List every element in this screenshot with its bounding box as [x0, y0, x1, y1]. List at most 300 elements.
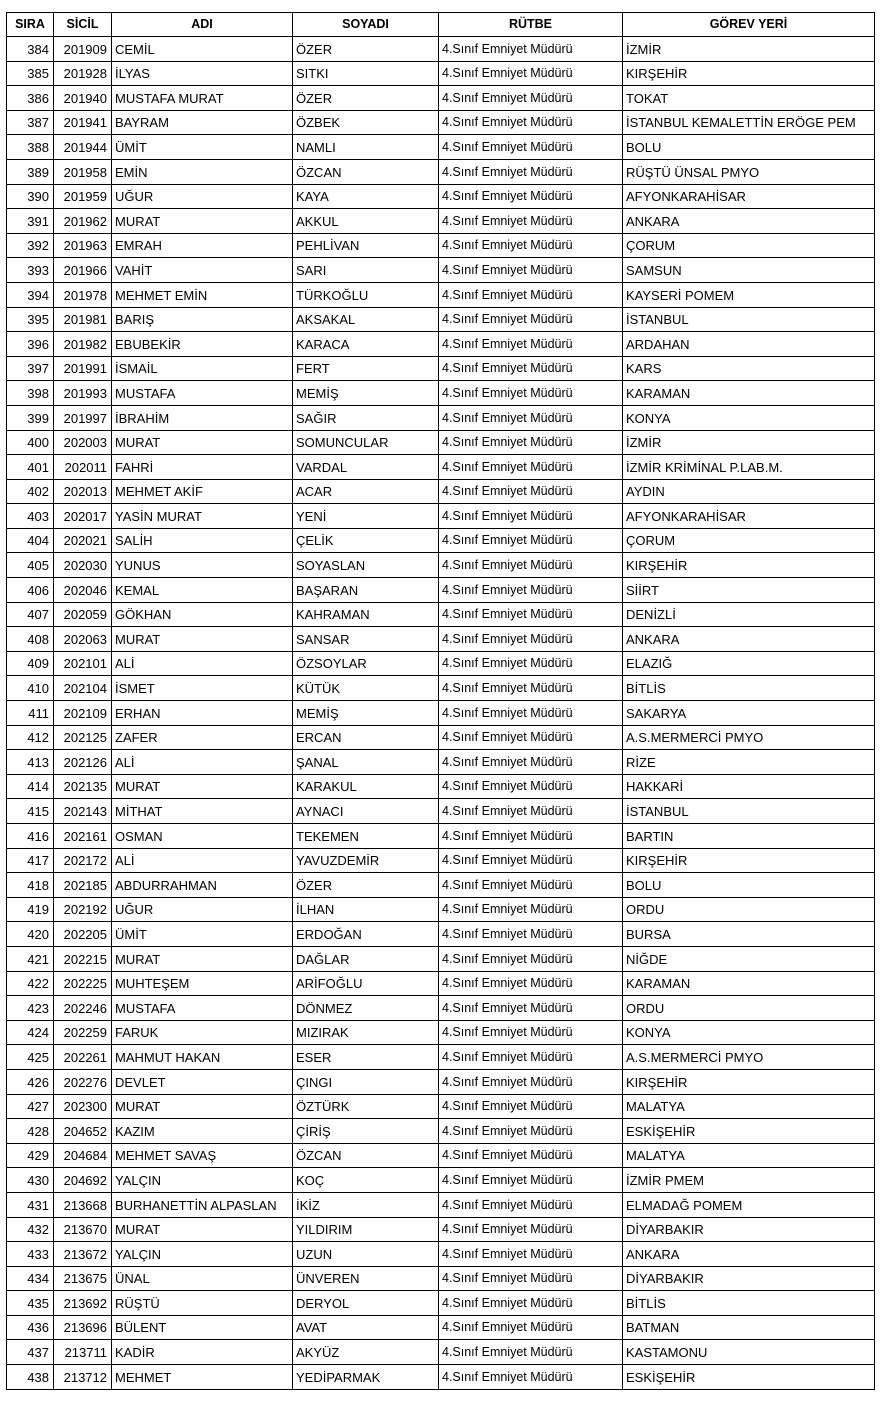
cell-soyadi: MIZIRAK: [293, 1020, 439, 1045]
cell-rutbe: 4.Sınıf Emniyet Müdürü: [439, 61, 623, 86]
cell-sira: 438: [7, 1365, 54, 1390]
cell-adi: MAHMUT HAKAN: [112, 1045, 293, 1070]
cell-sicil: 202300: [54, 1094, 112, 1119]
cell-sira: 387: [7, 110, 54, 135]
cell-adi: MEHMET: [112, 1365, 293, 1390]
cell-rutbe: 4.Sınıf Emniyet Müdürü: [439, 184, 623, 209]
cell-soyadi: ÇINGI: [293, 1069, 439, 1094]
cell-rutbe: 4.Sınıf Emniyet Müdürü: [439, 946, 623, 971]
cell-sira: 407: [7, 602, 54, 627]
cell-sira: 404: [7, 528, 54, 553]
table-row: [7, 1242, 875, 1267]
cell-soyadi: TÜRKOĞLU: [293, 282, 439, 307]
cell-sicil: 202030: [54, 553, 112, 578]
cell-sicil: 202246: [54, 996, 112, 1021]
cell-gorev-yeri: BARTIN: [623, 824, 875, 849]
cell-rutbe: 4.Sınıf Emniyet Müdürü: [439, 996, 623, 1021]
cell-sira: 427: [7, 1094, 54, 1119]
table-row: [7, 1119, 875, 1144]
cell-sira: 434: [7, 1266, 54, 1291]
cell-adi: İBRAHİM: [112, 405, 293, 430]
cell-sicil: 201958: [54, 159, 112, 184]
cell-soyadi: SANSAR: [293, 627, 439, 652]
cell-sira: 390: [7, 184, 54, 209]
cell-rutbe: 4.Sınıf Emniyet Müdürü: [439, 405, 623, 430]
cell-rutbe: 4.Sınıf Emniyet Müdürü: [439, 651, 623, 676]
table-row: [7, 159, 875, 184]
cell-soyadi: KÜTÜK: [293, 676, 439, 701]
cell-adi: MURAT: [112, 1094, 293, 1119]
table-row: [7, 946, 875, 971]
cell-sira: 431: [7, 1192, 54, 1217]
cell-rutbe: 4.Sınıf Emniyet Müdürü: [439, 848, 623, 873]
cell-rutbe: 4.Sınıf Emniyet Müdürü: [439, 1143, 623, 1168]
cell-soyadi: SITKI: [293, 61, 439, 86]
cell-rutbe: 4.Sınıf Emniyet Müdürü: [439, 1340, 623, 1365]
cell-gorev-yeri: MALATYA: [623, 1143, 875, 1168]
table-row: [7, 184, 875, 209]
cell-soyadi: DAĞLAR: [293, 946, 439, 971]
cell-rutbe: 4.Sınıf Emniyet Müdürü: [439, 553, 623, 578]
cell-adi: BÜLENT: [112, 1315, 293, 1340]
table-row: [7, 455, 875, 480]
cell-sicil: 201993: [54, 381, 112, 406]
table-row: [7, 528, 875, 553]
table-row: [7, 37, 875, 62]
cell-soyadi: ÖZCAN: [293, 159, 439, 184]
table-row: [7, 1266, 875, 1291]
cell-rutbe: 4.Sınıf Emniyet Müdürü: [439, 799, 623, 824]
cell-gorev-yeri: RİZE: [623, 750, 875, 775]
table-row: [7, 1168, 875, 1193]
table-row: [7, 922, 875, 947]
cell-adi: BURHANETTİN ALPASLAN: [112, 1192, 293, 1217]
cell-rutbe: 4.Sınıf Emniyet Müdürü: [439, 430, 623, 455]
table-row: [7, 110, 875, 135]
cell-rutbe: 4.Sınıf Emniyet Müdürü: [439, 602, 623, 627]
cell-soyadi: MEMİŞ: [293, 701, 439, 726]
cell-sicil: 202143: [54, 799, 112, 824]
cell-adi: YUNUS: [112, 553, 293, 578]
table-row: [7, 405, 875, 430]
cell-sira: 391: [7, 209, 54, 234]
cell-soyadi: ÖZER: [293, 86, 439, 111]
cell-sira: 399: [7, 405, 54, 430]
table-row: [7, 282, 875, 307]
cell-sicil: 201982: [54, 332, 112, 357]
cell-sicil: 201991: [54, 356, 112, 381]
cell-sicil: 201940: [54, 86, 112, 111]
header-soyadi: SOYADI: [293, 13, 439, 37]
cell-sira: 419: [7, 897, 54, 922]
cell-gorev-yeri: SAMSUN: [623, 258, 875, 283]
cell-adi: YALÇIN: [112, 1168, 293, 1193]
cell-gorev-yeri: KONYA: [623, 1020, 875, 1045]
cell-adi: ABDURRAHMAN: [112, 873, 293, 898]
cell-gorev-yeri: DİYARBAKIR: [623, 1266, 875, 1291]
cell-sira: 401: [7, 455, 54, 480]
cell-adi: KEMAL: [112, 578, 293, 603]
cell-gorev-yeri: İZMİR KRİMİNAL P.LAB.M.: [623, 455, 875, 480]
cell-sicil: 201978: [54, 282, 112, 307]
cell-gorev-yeri: DENİZLİ: [623, 602, 875, 627]
header-sicil: SİCİL: [54, 13, 112, 37]
cell-gorev-yeri: İZMİR: [623, 430, 875, 455]
cell-sira: 423: [7, 996, 54, 1021]
cell-rutbe: 4.Sınıf Emniyet Müdürü: [439, 381, 623, 406]
cell-gorev-yeri: KAYSERİ POMEM: [623, 282, 875, 307]
cell-sicil: 201981: [54, 307, 112, 332]
cell-soyadi: SAĞIR: [293, 405, 439, 430]
cell-sira: 421: [7, 946, 54, 971]
table-row: [7, 233, 875, 258]
cell-adi: ÜMİT: [112, 922, 293, 947]
cell-sicil: 202259: [54, 1020, 112, 1045]
cell-sira: 388: [7, 135, 54, 160]
cell-soyadi: ESER: [293, 1045, 439, 1070]
cell-soyadi: SOYASLAN: [293, 553, 439, 578]
table-body: [7, 37, 875, 1390]
cell-adi: MURAT: [112, 1217, 293, 1242]
cell-gorev-yeri: İZMİR: [623, 37, 875, 62]
cell-gorev-yeri: BİTLİS: [623, 676, 875, 701]
cell-gorev-yeri: KARAMAN: [623, 381, 875, 406]
cell-soyadi: KARACA: [293, 332, 439, 357]
cell-soyadi: ÇİRİŞ: [293, 1119, 439, 1144]
cell-gorev-yeri: ESKİŞEHİR: [623, 1119, 875, 1144]
table-row: [7, 1315, 875, 1340]
cell-gorev-yeri: AFYONKARAHİSAR: [623, 184, 875, 209]
cell-sira: 437: [7, 1340, 54, 1365]
table-row: [7, 774, 875, 799]
cell-gorev-yeri: ÇORUM: [623, 233, 875, 258]
cell-rutbe: 4.Sınıf Emniyet Müdürü: [439, 332, 623, 357]
cell-adi: VAHİT: [112, 258, 293, 283]
table-row: [7, 135, 875, 160]
cell-sira: 418: [7, 873, 54, 898]
header-rutbe: RÜTBE: [439, 13, 623, 37]
cell-soyadi: ÖZTÜRK: [293, 1094, 439, 1119]
cell-sira: 429: [7, 1143, 54, 1168]
cell-adi: MUSTAFA: [112, 996, 293, 1021]
cell-rutbe: 4.Sınıf Emniyet Müdürü: [439, 37, 623, 62]
cell-soyadi: FERT: [293, 356, 439, 381]
cell-sira: 430: [7, 1168, 54, 1193]
cell-sicil: 202135: [54, 774, 112, 799]
cell-soyadi: ARİFOĞLU: [293, 971, 439, 996]
cell-soyadi: ACAR: [293, 479, 439, 504]
cell-sicil: 202125: [54, 725, 112, 750]
cell-sicil: 201966: [54, 258, 112, 283]
cell-soyadi: YENİ: [293, 504, 439, 529]
cell-rutbe: 4.Sınıf Emniyet Müdürü: [439, 1315, 623, 1340]
table-row: [7, 209, 875, 234]
cell-rutbe: 4.Sınıf Emniyet Müdürü: [439, 971, 623, 996]
cell-soyadi: MEMİŞ: [293, 381, 439, 406]
cell-rutbe: 4.Sınıf Emniyet Müdürü: [439, 258, 623, 283]
cell-rutbe: 4.Sınıf Emniyet Müdürü: [439, 774, 623, 799]
cell-sicil: 202059: [54, 602, 112, 627]
table-row: [7, 1340, 875, 1365]
cell-soyadi: UZUN: [293, 1242, 439, 1267]
table-row: [7, 1143, 875, 1168]
cell-adi: SALİH: [112, 528, 293, 553]
cell-soyadi: ÖZER: [293, 873, 439, 898]
cell-gorev-yeri: ORDU: [623, 996, 875, 1021]
table-row: [7, 307, 875, 332]
cell-rutbe: 4.Sınıf Emniyet Müdürü: [439, 873, 623, 898]
table-row: [7, 356, 875, 381]
cell-soyadi: KAHRAMAN: [293, 602, 439, 627]
cell-rutbe: 4.Sınıf Emniyet Müdürü: [439, 1242, 623, 1267]
cell-sira: 408: [7, 627, 54, 652]
cell-gorev-yeri: KASTAMONU: [623, 1340, 875, 1365]
cell-adi: MURAT: [112, 946, 293, 971]
cell-gorev-yeri: BURSA: [623, 922, 875, 947]
cell-sira: 406: [7, 578, 54, 603]
cell-rutbe: 4.Sınıf Emniyet Müdürü: [439, 110, 623, 135]
cell-gorev-yeri: BOLU: [623, 873, 875, 898]
cell-sira: 413: [7, 750, 54, 775]
cell-adi: UĞUR: [112, 897, 293, 922]
cell-gorev-yeri: AYDIN: [623, 479, 875, 504]
cell-soyadi: ÇELİK: [293, 528, 439, 553]
cell-sira: 412: [7, 725, 54, 750]
table-row: [7, 332, 875, 357]
table-row: [7, 725, 875, 750]
cell-gorev-yeri: KIRŞEHİR: [623, 553, 875, 578]
cell-rutbe: 4.Sınıf Emniyet Müdürü: [439, 750, 623, 775]
cell-adi: ERHAN: [112, 701, 293, 726]
cell-gorev-yeri: KIRŞEHİR: [623, 848, 875, 873]
cell-sira: 414: [7, 774, 54, 799]
table-row: [7, 1069, 875, 1094]
cell-sicil: 202046: [54, 578, 112, 603]
cell-sicil: 204692: [54, 1168, 112, 1193]
cell-gorev-yeri: BİTLİS: [623, 1291, 875, 1316]
cell-sicil: 202013: [54, 479, 112, 504]
cell-gorev-yeri: SİİRT: [623, 578, 875, 603]
cell-sira: 428: [7, 1119, 54, 1144]
table-row: [7, 578, 875, 603]
cell-gorev-yeri: MALATYA: [623, 1094, 875, 1119]
cell-adi: BARIŞ: [112, 307, 293, 332]
table-row: [7, 1291, 875, 1316]
cell-rutbe: 4.Sınıf Emniyet Müdürü: [439, 627, 623, 652]
header-gorev-yeri: GÖREV YERİ: [623, 13, 875, 37]
cell-rutbe: 4.Sınıf Emniyet Müdürü: [439, 1069, 623, 1094]
cell-rutbe: 4.Sınıf Emniyet Müdürü: [439, 209, 623, 234]
cell-sicil: 202101: [54, 651, 112, 676]
header-adi: ADI: [112, 13, 293, 37]
cell-gorev-yeri: ÇORUM: [623, 528, 875, 553]
personnel-table: [6, 12, 875, 1390]
cell-soyadi: VARDAL: [293, 455, 439, 480]
cell-rutbe: 4.Sınıf Emniyet Müdürü: [439, 135, 623, 160]
cell-soyadi: AKSAKAL: [293, 307, 439, 332]
cell-adi: MURAT: [112, 774, 293, 799]
table-row: [7, 602, 875, 627]
table-row: [7, 799, 875, 824]
cell-sicil: 202276: [54, 1069, 112, 1094]
cell-rutbe: 4.Sınıf Emniyet Müdürü: [439, 1291, 623, 1316]
table-row: [7, 430, 875, 455]
cell-gorev-yeri: KIRŞEHİR: [623, 61, 875, 86]
cell-gorev-yeri: KONYA: [623, 405, 875, 430]
cell-soyadi: YEDİPARMAK: [293, 1365, 439, 1390]
cell-sicil: 201997: [54, 405, 112, 430]
cell-adi: KADİR: [112, 1340, 293, 1365]
cell-soyadi: AKYÜZ: [293, 1340, 439, 1365]
table-row: [7, 1020, 875, 1045]
cell-sira: 411: [7, 701, 54, 726]
cell-sicil: 213672: [54, 1242, 112, 1267]
cell-sicil: 213711: [54, 1340, 112, 1365]
cell-soyadi: KOÇ: [293, 1168, 439, 1193]
cell-sira: 394: [7, 282, 54, 307]
cell-adi: YALÇIN: [112, 1242, 293, 1267]
cell-adi: FAHRİ: [112, 455, 293, 480]
cell-rutbe: 4.Sınıf Emniyet Müdürü: [439, 528, 623, 553]
cell-adi: MURAT: [112, 430, 293, 455]
cell-gorev-yeri: ESKİŞEHİR: [623, 1365, 875, 1390]
cell-adi: MURAT: [112, 209, 293, 234]
cell-adi: BAYRAM: [112, 110, 293, 135]
cell-gorev-yeri: BATMAN: [623, 1315, 875, 1340]
cell-sicil: 201944: [54, 135, 112, 160]
cell-sicil: 201909: [54, 37, 112, 62]
table-row: [7, 86, 875, 111]
cell-adi: MUSTAFA MURAT: [112, 86, 293, 111]
cell-rutbe: 4.Sınıf Emniyet Müdürü: [439, 233, 623, 258]
cell-sicil: 202172: [54, 848, 112, 873]
cell-soyadi: KAYA: [293, 184, 439, 209]
cell-gorev-yeri: A.S.MERMERCİ PMYO: [623, 725, 875, 750]
cell-sicil: 202063: [54, 627, 112, 652]
cell-adi: MEHMET SAVAŞ: [112, 1143, 293, 1168]
cell-rutbe: 4.Sınıf Emniyet Müdürü: [439, 282, 623, 307]
cell-soyadi: TEKEMEN: [293, 824, 439, 849]
cell-sicil: 204652: [54, 1119, 112, 1144]
table-row: [7, 676, 875, 701]
cell-rutbe: 4.Sınıf Emniyet Müdürü: [439, 1045, 623, 1070]
cell-soyadi: İLHAN: [293, 897, 439, 922]
cell-soyadi: BAŞARAN: [293, 578, 439, 603]
cell-gorev-yeri: TOKAT: [623, 86, 875, 111]
table-row: [7, 381, 875, 406]
cell-adi: DEVLET: [112, 1069, 293, 1094]
cell-adi: UĞUR: [112, 184, 293, 209]
cell-sira: 395: [7, 307, 54, 332]
cell-sicil: 202021: [54, 528, 112, 553]
cell-gorev-yeri: KIRŞEHİR: [623, 1069, 875, 1094]
cell-gorev-yeri: İSTANBUL: [623, 799, 875, 824]
table-row: [7, 651, 875, 676]
cell-rutbe: 4.Sınıf Emniyet Müdürü: [439, 1192, 623, 1217]
cell-adi: MİTHAT: [112, 799, 293, 824]
cell-soyadi: YAVUZDEMİR: [293, 848, 439, 873]
table-row: [7, 824, 875, 849]
cell-adi: EMRAH: [112, 233, 293, 258]
table-row: [7, 848, 875, 873]
cell-gorev-yeri: RÜŞTÜ ÜNSAL PMYO: [623, 159, 875, 184]
cell-rutbe: 4.Sınıf Emniyet Müdürü: [439, 504, 623, 529]
table-row: [7, 553, 875, 578]
table-row: [7, 750, 875, 775]
cell-rutbe: 4.Sınıf Emniyet Müdürü: [439, 1020, 623, 1045]
cell-adi: ALİ: [112, 651, 293, 676]
cell-adi: MUHTEŞEM: [112, 971, 293, 996]
cell-adi: OSMAN: [112, 824, 293, 849]
cell-soyadi: ÖZBEK: [293, 110, 439, 135]
cell-sicil: 202161: [54, 824, 112, 849]
table-row: [7, 1217, 875, 1242]
cell-sira: 420: [7, 922, 54, 947]
table-row: [7, 1094, 875, 1119]
cell-gorev-yeri: KARAMAN: [623, 971, 875, 996]
cell-gorev-yeri: İZMİR PMEM: [623, 1168, 875, 1193]
cell-rutbe: 4.Sınıf Emniyet Müdürü: [439, 1168, 623, 1193]
cell-sicil: 202109: [54, 701, 112, 726]
cell-gorev-yeri: BOLU: [623, 135, 875, 160]
cell-gorev-yeri: ELMADAĞ POMEM: [623, 1192, 875, 1217]
cell-sicil: 202104: [54, 676, 112, 701]
cell-sicil: 202126: [54, 750, 112, 775]
cell-sira: 422: [7, 971, 54, 996]
cell-sira: 432: [7, 1217, 54, 1242]
header-sira: SIRA: [7, 13, 54, 37]
cell-rutbe: 4.Sınıf Emniyet Müdürü: [439, 86, 623, 111]
cell-soyadi: PEHLİVAN: [293, 233, 439, 258]
cell-adi: İSMET: [112, 676, 293, 701]
cell-adi: MEHMET EMİN: [112, 282, 293, 307]
cell-sicil: 204684: [54, 1143, 112, 1168]
cell-gorev-yeri: SAKARYA: [623, 701, 875, 726]
cell-adi: İLYAS: [112, 61, 293, 86]
cell-sicil: 201941: [54, 110, 112, 135]
cell-sicil: 213712: [54, 1365, 112, 1390]
cell-sicil: 213696: [54, 1315, 112, 1340]
cell-sicil: 202192: [54, 897, 112, 922]
cell-adi: MUSTAFA: [112, 381, 293, 406]
table-row: [7, 1365, 875, 1390]
cell-soyadi: ÖZSOYLAR: [293, 651, 439, 676]
cell-adi: ZAFER: [112, 725, 293, 750]
cell-rutbe: 4.Sınıf Emniyet Müdürü: [439, 701, 623, 726]
cell-gorev-yeri: ANKARA: [623, 1242, 875, 1267]
cell-sira: 384: [7, 37, 54, 62]
cell-soyadi: ŞANAL: [293, 750, 439, 775]
cell-rutbe: 4.Sınıf Emniyet Müdürü: [439, 922, 623, 947]
cell-gorev-yeri: ORDU: [623, 897, 875, 922]
cell-soyadi: ERCAN: [293, 725, 439, 750]
cell-sicil: 201962: [54, 209, 112, 234]
cell-sira: 409: [7, 651, 54, 676]
cell-rutbe: 4.Sınıf Emniyet Müdürü: [439, 455, 623, 480]
cell-sicil: 201963: [54, 233, 112, 258]
cell-gorev-yeri: İSTANBUL KEMALETTİN ERÖGE PEM: [623, 110, 875, 135]
cell-gorev-yeri: HAKKARİ: [623, 774, 875, 799]
cell-sira: 426: [7, 1069, 54, 1094]
cell-adi: İSMAİL: [112, 356, 293, 381]
cell-soyadi: ÜNVEREN: [293, 1266, 439, 1291]
header-row: [7, 13, 875, 37]
cell-soyadi: AVAT: [293, 1315, 439, 1340]
cell-sira: 425: [7, 1045, 54, 1070]
cell-sira: 385: [7, 61, 54, 86]
cell-gorev-yeri: A.S.MERMERCİ PMYO: [623, 1045, 875, 1070]
cell-gorev-yeri: ANKARA: [623, 209, 875, 234]
